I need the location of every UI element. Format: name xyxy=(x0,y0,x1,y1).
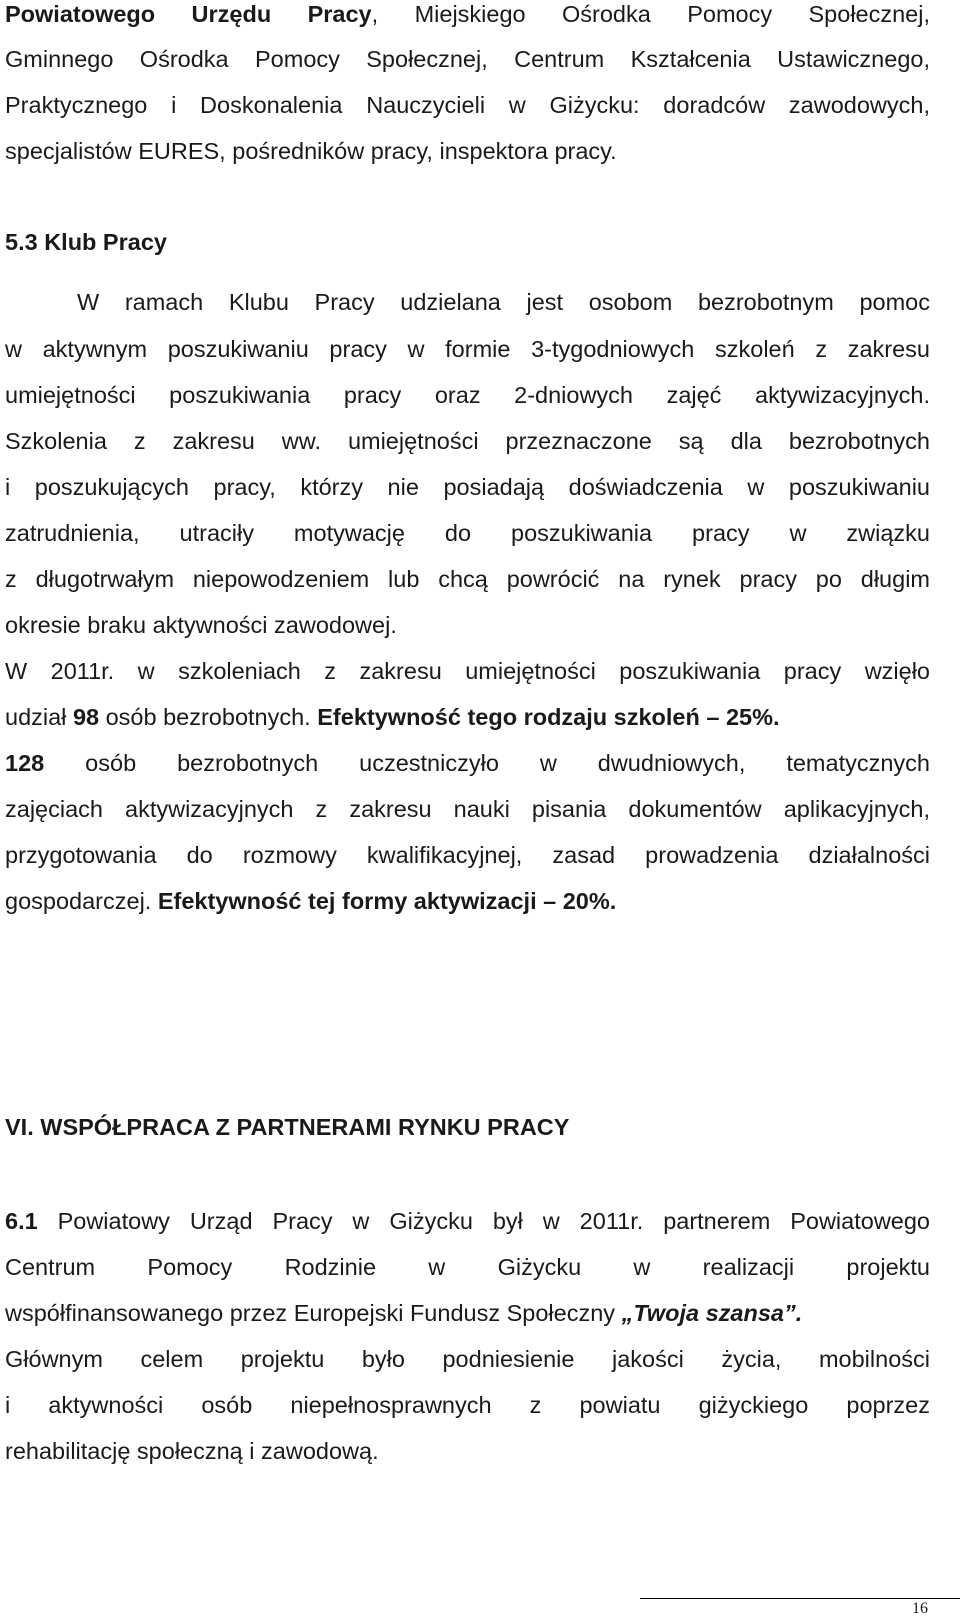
klub-line-7: z długotrwałym niepowodzeniem lub chcą powrócić na rynek pracy po długim xyxy=(5,566,930,592)
footer-divider xyxy=(640,1598,960,1599)
intro-line-2: Gminnego Ośrodka Pomocy Społecznej, Centrum Kształcenia Ustawicznego, xyxy=(5,46,930,72)
effectiveness-25: Efektywność tego rodzaju szkoleń – 25%. xyxy=(317,704,780,730)
klub-line-6: zatrudnienia, utraciły motywację do poszukiwania pracy w związku xyxy=(5,520,930,546)
partner-line-4: Głównym celem projektu było podniesienie jakości życia, mobilności xyxy=(5,1346,930,1372)
partner-line-1-rest: Powiatowy Urząd Pracy w Giżycku był w 2011r. partnerem Powiatowego xyxy=(37,1208,930,1234)
intro-line-1-text xyxy=(5,1,930,27)
klub-line-5: i poszukujących pracy, którzy nie posiadają doświadczenia w poszukiwaniu xyxy=(5,474,930,500)
klub-line-1: W ramach Klubu Pracy udzielana jest osobom bezrobotnym pomoc xyxy=(77,289,930,315)
partner-line-2: Centrum Pomocy Rodzinie w Giżycku w realizacji projektu xyxy=(5,1254,930,1280)
klub-line-8: okresie braku aktywności zawodowej. xyxy=(5,612,397,638)
workshop-line-4 xyxy=(5,887,930,915)
workshop-line-1 xyxy=(5,749,930,777)
partner-line-1 xyxy=(5,1207,930,1235)
result-line-1: W 2011r. w szkoleniach z zakresu umiejętności poszukiwania pracy wzięło xyxy=(5,658,930,684)
page-number: 16 xyxy=(912,1600,928,1617)
intro-office-name: Powiatowego Urzędu Pracy xyxy=(5,1,372,27)
partner-line-5: i aktywności osób niepełnosprawnych z powiatu giżyckiego poprzez xyxy=(5,1392,930,1418)
participants-count: 98 xyxy=(72,704,100,730)
result-text-2: osób bezrobotnych. xyxy=(99,704,318,730)
klub-line-4: Szkolenia z zakresu ww. umiejętności przeznaczone są dla bezrobotnych xyxy=(5,428,930,454)
partner-line-6: rehabilitację społeczną i zawodową. xyxy=(5,1438,379,1464)
klub-line-2: w aktywnym poszukiwaniu pracy w formie 3-tygodniowych szkoleń z zakresu xyxy=(5,336,930,362)
workshop-line-2: zajęciach aktywizacyjnych z zakresu nauki pisania dokumentów aplikacyjnych, xyxy=(5,796,930,822)
workshop-line-1-rest: osób bezrobotnych uczestniczyło w dwudniowych, tematycznych xyxy=(44,750,930,776)
intro-line-3: Praktycznego i Doskonalenia Nauczycieli w Giżycku: doradców zawodowych, xyxy=(5,92,930,118)
result-line-2 xyxy=(5,703,930,731)
partner-line-3-text: współfinansowanego przez Europejski Fundusz Społeczny xyxy=(5,1300,622,1326)
section-6-1-number: 6.1 xyxy=(5,1208,38,1234)
partner-line-3 xyxy=(5,1299,930,1327)
intro-line-1-rest: , Miejskiego Ośrodka Pomocy Społecznej, xyxy=(371,1,930,27)
result-text: udział xyxy=(5,704,73,730)
intro-line-1 xyxy=(5,0,930,28)
intro-line-4: specjalistów EURES, pośredników pracy, inspektora pracy. xyxy=(5,138,617,164)
chapter-vi-heading: VI. WSPÓŁPRACA Z PARTNERAMI RYNKU PRACY xyxy=(5,1114,570,1140)
section-5-3-heading: 5.3 Klub Pracy xyxy=(5,229,167,255)
workshop-line-4-text: gospodarczej. xyxy=(5,888,158,914)
project-title: „Twoja szansa”. xyxy=(621,1300,803,1326)
effectiveness-20: Efektywność tej formy aktywizacji – 20%. xyxy=(157,888,617,914)
workshop-count: 128 xyxy=(5,750,45,776)
workshop-line-3: przygotowania do rozmowy kwalifikacyjnej, zasad prowadzenia działalności xyxy=(5,842,930,868)
klub-line-3: umiejętności poszukiwania pracy oraz 2-dniowych zajęć aktywizacyjnych. xyxy=(5,382,930,408)
